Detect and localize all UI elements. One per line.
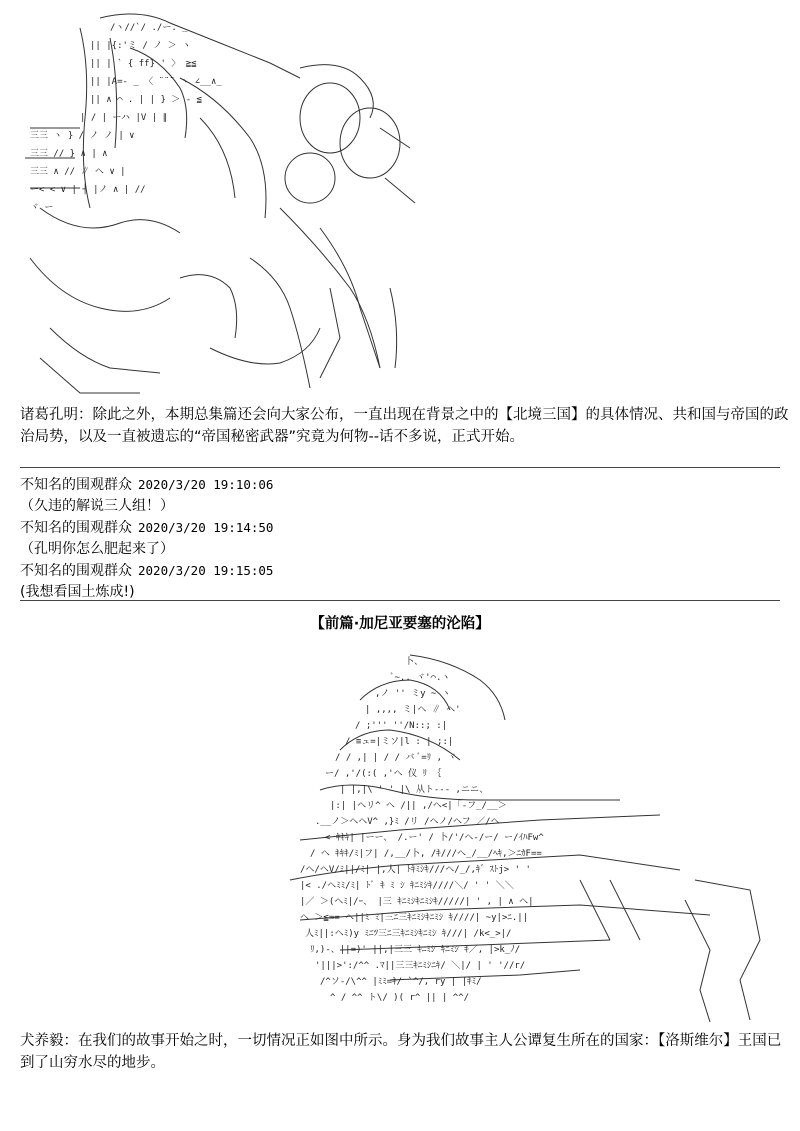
svg-text:| ,,,, ミ|ヘ ∥ ヘ': | ,,,, ミ|ヘ ∥ ヘ'	[365, 705, 461, 715]
svg-text:ﾞ~.. ヾ'⌒.ヽ: ﾞ~.. ヾ'⌒.ヽ	[390, 673, 451, 683]
svg-text:卜、: 卜、	[405, 657, 424, 667]
svg-text:三三 // } ∧ | ∧: 三三 // } ∧ | ∧	[30, 149, 108, 159]
svg-text:'|||>':/^^ .ﾏ||三三ｷﾆﾐｼﾆｷ/ ＼: '|||>':/^^ .ﾏ||三三ｷﾆﾐｼﾆｷ/ ＼|/ | ' '//r/	[315, 961, 526, 971]
svg-text:|／ ＞(ヘﾐ|/ｰ、 |三 ｷﾆﾐｼｷﾆﾐｼｷ/////|: |／ ＞(ヘﾐ|/ｰ、 |三 ｷﾆﾐｼｷﾆﾐｼｷ/////| ' , | ∧ ヘ|	[300, 897, 534, 907]
comment-header	[20, 560, 780, 582]
svg-text:|| ∧ ⌒ . | | } ＞ ‐ ≦: || ∧ ⌒ . | | } ＞ ‐ ≦	[90, 95, 202, 105]
svg-text:< ｷｷｷ| |ーー、 /.ー' / 卜/'/ヘ-/ー/: < ｷｷｷ| |ーー、 /.ー' / 卜/'/ヘ-/ー/ ー/ｲﾊFw^	[325, 833, 544, 843]
svg-text:|< ./ヘﾐﾐ/ﾐ| ﾄﾞ ｷ ﾐ ｼ ｷﾆﾐｼｷ//: |< ./ヘﾐﾐ/ﾐ| ﾄﾞ ｷ ﾐ ｼ ｷﾆﾐｼｷ////＼/ ' ' ＼＼	[300, 881, 514, 891]
comment-text: (我想看国土炼成!)	[20, 584, 135, 600]
svg-text:三三 ∧ // ∥ ヘ ∨ |: 三三 ∧ // ∥ ヘ ∨ |	[30, 167, 126, 177]
svg-text:ー< < ∨ | ┤ |ノ ∧ | //: ー< < ∨ | ┤ |ノ ∧ | //	[30, 185, 146, 195]
svg-text:/ ≡ュ=|ミソ|l : | ;:|: / ≡ュ=|ミソ|l : | ;:|	[345, 737, 454, 747]
ascii-art-illustration-top	[20, 8, 420, 403]
comment-item	[20, 560, 780, 603]
comment-datetime: 2020/3/20 19:15:05	[138, 563, 274, 578]
comment-author: 不知名的围观群众	[20, 477, 132, 493]
svg-text:/ ;''' ''/N::; :|: / ;''' ''/N::; :|	[355, 721, 448, 731]
svg-text:,ノ '' ミy ~ ヽ: ,ノ '' ミy ~ ヽ	[375, 689, 451, 699]
svg-text:|:| |ヘリ^ ヘ /|| ,/ヘ<|「‐フ_/__＞: |:| |ヘリ^ ヘ /|| ,/ヘ<|「‐フ_/__＞	[330, 801, 507, 811]
comment-author: 不知名的围观群众	[20, 520, 132, 536]
svg-text:|| | ` { ff} ' 〉 ≧≦: || | ` { ff} ' 〉 ≧≦	[90, 59, 197, 69]
svg-text:| |,|\ ' ' |\ 从ト‐-‐ ,ニニ、: | |,|\ ' ' |\ 从ト‐-‐ ,ニニ、	[340, 785, 489, 795]
svg-text:ー/ ,'/(:( ,'ヘ 仪 ﾘ ｛: ー/ ,'/(:( ,'ヘ 仪 ﾘ ｛	[325, 769, 442, 779]
comment-item	[20, 517, 780, 560]
comment-text: （久违的解说三人组！）	[20, 498, 174, 514]
ascii-art-illustration-knight	[280, 650, 780, 1030]
ascii-art-figures-top	[20, 8, 420, 403]
ascii-art-knight	[280, 650, 780, 1030]
svg-text:/ ヘ ｷｷｷ/ﾐ|フ| /,__/卜, /ｷ///ヘ_/: / ヘ ｷｷｷ/ﾐ|フ| /,__/卜, /ｷ///ヘ_/__/ﾍｷ,＞ﾆｶF==	[310, 849, 542, 859]
svg-text:ヾ ー ツ | ∨ |ノ ∠ == ∨ |: ヾ ー	[30, 203, 54, 213]
svg-text:|| |{:'ミ / ノ ＞ ヽ: || |{:'ミ / ノ ＞ ヽ	[90, 41, 192, 51]
comment-divider-top	[20, 467, 780, 468]
comment-item	[20, 474, 780, 517]
svg-text:| / | ーハ |V | ∥: | / | ーハ |V | ∥	[80, 113, 168, 123]
comment-author: 不知名的围观群众	[20, 563, 132, 579]
narration-paragraph-inukai: 犬养毅：在我们的故事开始之时，一切情况正如图中所示。身为我们故事主人公谭复生所在的国家：【洛斯维尔】王国已到了山穷水尽的地步。	[20, 1033, 782, 1071]
svg-text:三三 ヽ } / ノ ノ | ∨: 三三 ヽ } / ノ ノ | ∨	[30, 131, 135, 141]
svg-text:/^ソ-/\^^ |ﾐﾐ=ｷ/ `^/, ry: /^ソ-/\^^ |ﾐﾐ=ｷ/ `^/, ry | |ｷﾐ/	[320, 977, 482, 987]
comment-datetime: 2020/3/20 19:10:06	[138, 477, 274, 492]
svg-text:ﾘ,)-、||=)' ||,|三三 ｷﾆﾐｼ ｷﾆﾐｼ: ﾘ,)-、||=)' ||,|三三 ｷﾆﾐｼ ｷﾆﾐｼ ｷ／, |>k_ﾉ/	[310, 945, 521, 955]
svg-text:/ヽ//`/ ./ー. _: /ヽ//`/ ./ー. _	[110, 23, 188, 33]
comment-list	[20, 474, 780, 603]
svg-text:^ / ^^ ト\/ )( r^ |: ^ / ^^ ト\/ )( r^ || | ^^/	[330, 993, 470, 1003]
comment-datetime: 2020/3/20 19:14:50	[138, 520, 274, 535]
svg-text:ヘ ＞≦== ヘ||ﾐ ﾐ|三ﾆ三ｷﾆﾐｼｷﾆﾐｼ ｷ//: ヘ ＞≦== ヘ||ﾐ ﾐ|三ﾆ三ｷﾆﾐｼｷﾆﾐｼ ｷ////| ~y|>ﾆ.||	[300, 913, 529, 923]
comment-header	[20, 474, 780, 496]
svg-text:|| |A=- _ 〈 ¨¨¨ ヽ ∠__∧_: || |A=- _ 〈 ¨¨¨ ヽ ∠__∧_	[90, 77, 222, 87]
svg-text:/ / ,| | / / バ ﾞ=ﾘ , ヾ: / / ,| | / / バ ﾞ=ﾘ , ヾ	[335, 753, 457, 763]
svg-text:/ヘ/ヘV/ﾐ||/ﾐ| |,人| ﾄｷﾐｼｷ///ヘ/_/: /ヘ/ヘV/ﾐ||/ﾐ| |,人| ﾄｷﾐｼｷ///ヘ/_/,ｷ゛ｽﾄj> ' '	[300, 865, 531, 875]
comment-header	[20, 517, 780, 539]
comment-text: （孔明你怎么肥起来了）	[20, 541, 174, 557]
section-title: 【前篇·加尼亚要塞的沦陷】	[310, 616, 490, 632]
narration-paragraph-zhuge: 诸葛孔明：除此之外，本期总集篇还会向大家公布，一直出现在背景之中的【北境三国】的具体情况、共和国与帝国的政治局势，以及一直被遗忘的“帝国秘密武器”究竟为何物--话不多说，正式开始。	[20, 407, 789, 445]
comment-divider-bottom	[20, 600, 780, 601]
svg-text:人ﾐ||:ヘﾐ)y ﾐﾆﾂ三ﾆ三ｷﾆﾐｼｷﾆﾐｼ ｷ//: 人ﾐ||:ヘﾐ)y ﾐﾆﾂ三ﾆ三ｷﾆﾐｼｷﾆﾐｼ ｷ///| /k<_>|/	[305, 929, 512, 939]
svg-text:.__ノ＞ヘヘV^ ,}ﾐ /リ /ヘノ/ヘフ ／/ヘ: .__ノ＞ヘヘV^ ,}ﾐ /リ /ヘノ/ヘフ ／/ヘ	[315, 817, 500, 827]
